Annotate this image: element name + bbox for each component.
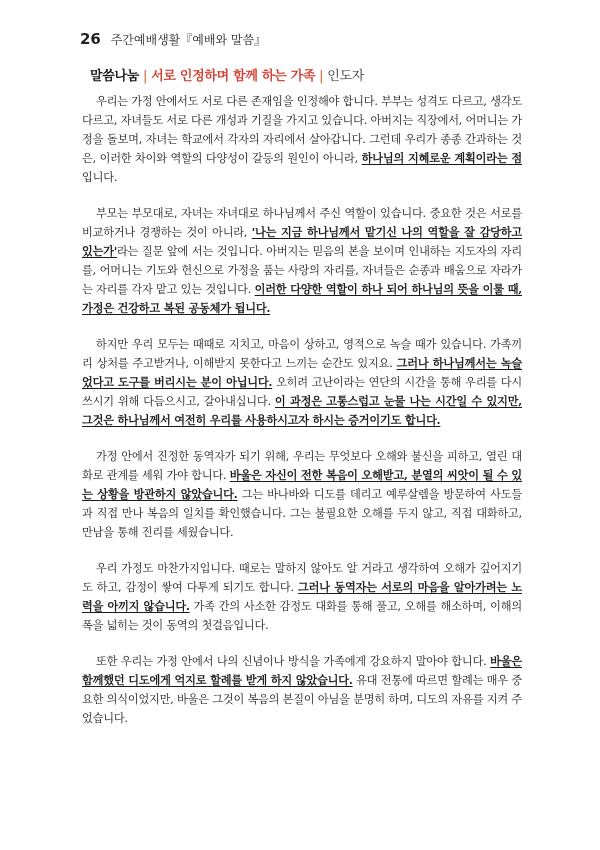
paragraph-text: 우리는 가정 안에서도 서로 다른 존재임을 인정해야 합니다. 부부는 성격도 다르고, 생각도 다르고, 자녀들도 서로 다른 개성과 기질을 가지고 있습니다. 아버지는 직장에서, 어머니는 가정을 돌보며, 자녀는 학교에서 각자의 자리에서 살아갑니다. 그런데 우리가 종종 간과하는 것은, 이러한 차이와 역할의 다양성이 갈등의 원인이 아니라,	[82, 95, 522, 165]
emphasis-text: 바울은 자신이 전한 복음이 오해받고, 분열의 씨앗이 될 수 있는 상황을 방관하지 않았습니다.	[82, 468, 522, 501]
article-body	[82, 92, 522, 745]
paragraph-text: 또한 우리는 가정 안에서 나의 신념이나 방식을 가족에게 강요하지 말아야 합니다.	[96, 655, 491, 668]
article-title-line	[90, 65, 364, 84]
paragraph-5	[82, 559, 522, 635]
page-number: 26	[80, 30, 101, 48]
paragraph-text: 가정 안에서 진정한 동역자가 되기 위해, 우리는 무엇보다 오해와 불신을 피하고, 열린 대화로 관계를 세워 가야 합니다.	[82, 450, 522, 482]
emphasis-text: 바울은 함께했던 디도에게 억지로 할례를 받게 하지 않았습니다.	[82, 654, 522, 687]
article-author: 인도자	[327, 69, 365, 84]
paragraph-text: 라는 질문 앞에 서는 것입니다. 아버지는 믿음의 본을 보이며 인내하는 지도자의 자리를, 어머니는 기도와 헌신으로 가정을 품는 사랑의 자리를, 자녀들은 순종과 배움으로 자라가는 자리를 각자 맡고 있는 것입니다.	[82, 245, 522, 296]
book-title: 주간예배생활『예배와 말씀』	[110, 33, 267, 47]
emphasis-text: 그러나 하나님께서는 녹슬었다고 도구를 버리시는 분이 아닙니다.	[82, 356, 522, 389]
paragraph-text: 그는 바나바와 디도를 데리고 예루살렘을 방문하여 사도들과 직접 만나 복음의 일치를 확인했습니다. 그는 불필요한 오해를 두지 않고, 직접 대화하고, 만남을 통해 진리를 세웠습니다.	[82, 488, 522, 539]
section-label: 말씀나눔	[90, 69, 140, 84]
emphasis-text: 이러한 다양한 역할이 하나 되어 하나님의 뜻을 이룰 때, 가정은 건강하고 복된 공동체가 됩니다.	[82, 282, 522, 315]
paragraph-1	[82, 92, 522, 187]
paragraph-text: 가족 간의 사소한 감정도 대화를 통해 풀고, 오해를 해소하며, 이해의 폭을 넓히는 것이 동역의 첫걸음입니다.	[82, 600, 522, 632]
running-header	[80, 30, 266, 48]
article-title: 서로 인정하며 함께 하는 가족	[151, 69, 316, 84]
emphasis-text: 이 과정은 고통스럽고 눈물 나는 시간일 수 있지만, 그것은 하나님께서 여전히 우리를 사용하시고자 하시는 증거이기도 합니다.	[82, 394, 522, 427]
title-divider: |	[319, 69, 324, 84]
paragraph-text: 하지만 우리 모두는 때때로 지치고, 마음이 상하고, 영적으로 녹슬 때가 있습니다. 가족끼리 상처를 주고받거나, 이해받지 못한다고 느끼는 순간도 있지요.	[82, 338, 522, 370]
title-divider: |	[143, 69, 148, 84]
emphasis-text: 그러나 동역자는 서로의 마음을 알아가려는 노력을 아끼지 않습니다.	[82, 580, 522, 613]
paragraph-text: 오히려 고난이라는 연단의 시간을 통해 우리를 다시 쓰시기 위해 다듬으시고, 갈아내십니다.	[82, 376, 522, 408]
paragraph-6	[82, 652, 522, 728]
paragraph-3	[82, 335, 522, 430]
paragraph-text: 우리 가정도 마찬가지입니다. 때로는 말하지 않아도 알 거라고 생각하여 오해가 깊어지기도 하고, 감정이 쌓여 다투게 되기도 합니다.	[82, 562, 522, 594]
paragraph-2	[82, 204, 522, 318]
paragraph-text: 유대 전통에 따르면 할례는 매우 중요한 의식이었지만, 바울은 그것이 복음의 본질이 아님을 분명히 하며, 디도의 자유를 지켜 주었습니다.	[82, 674, 522, 725]
emphasis-text: 하나님의 지혜로운 계획이라는 점	[361, 151, 522, 165]
paragraph-text: 부모는 부모대로, 자녀는 자녀대로 하나님께서 주신 역할이 있습니다. 중요한 것은 서로를 비교하거나 경쟁하는 것이 아니라,	[82, 207, 522, 239]
emphasis-text: '나는 지금 하나님께서 맡기신 나의 역할을 잘 감당하고 있는가'	[82, 225, 522, 258]
paragraph-text: 입니다.	[82, 171, 118, 184]
paragraph-4	[82, 447, 522, 542]
